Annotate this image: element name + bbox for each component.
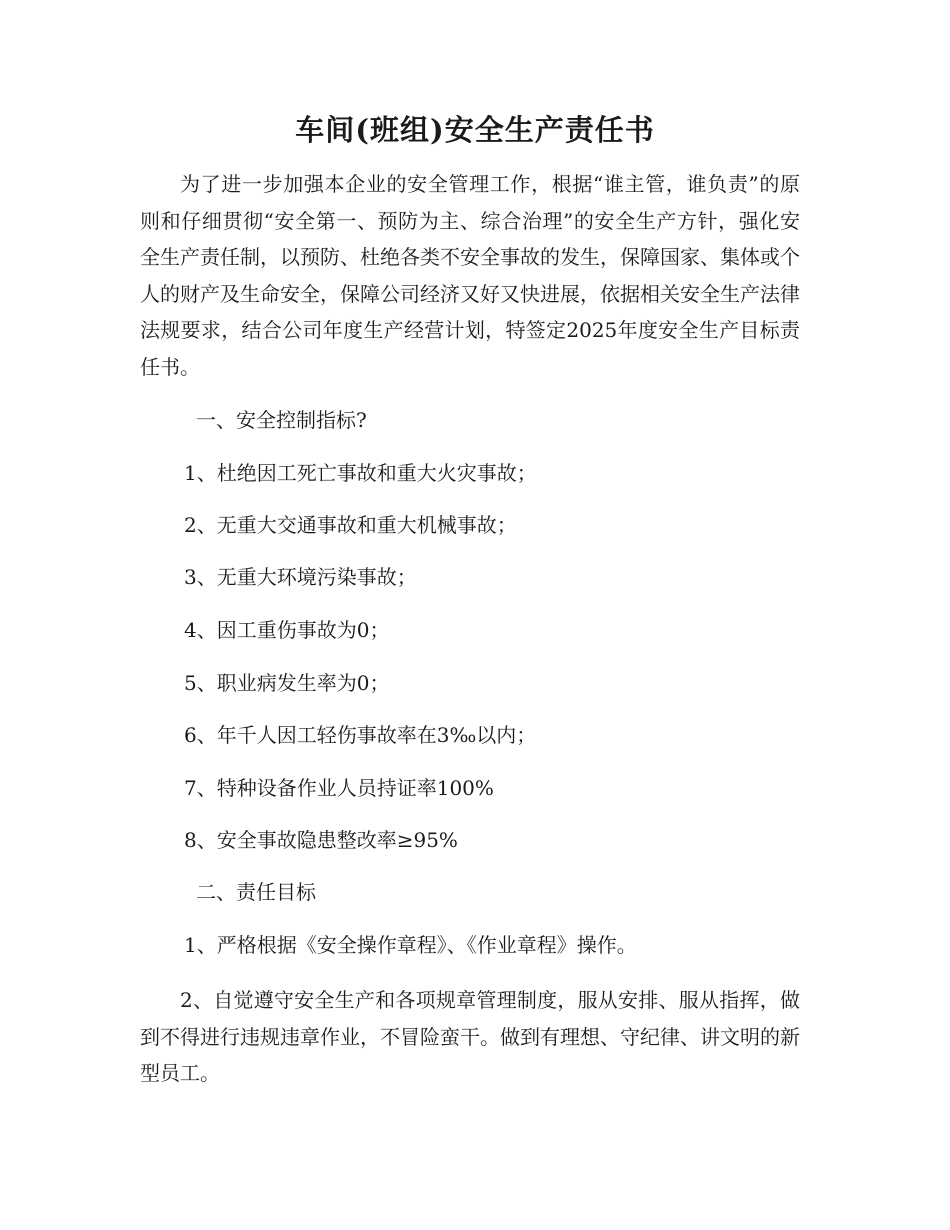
section1-item-2: 2、无重大交通事故和重大机械事故； bbox=[184, 513, 517, 537]
section1-item-6: 6、年千人因工轻伤事故率在3‰以内； bbox=[184, 723, 537, 747]
section1-item-7: 7、特种设备作业人员持证率100% bbox=[184, 776, 494, 800]
intro-paragraph: 为了进一步加强本企业的安全管理工作，根据“谁主管，谁负责”的原则和仔细贯彻“安全第一、预防为主、综合治理”的安全生产方针，强化安全生产责任制，以预防、杜绝各类不安全事故的发生，保障国家、集体或个人的财产及生命安全，保障公司经济又好又快进展，依据相关安全生产法律法规要求，结合公司年度生产经营计划，特签定2025年度安全生产目标责任书。 bbox=[140, 172, 800, 379]
section2-item-2: 2、自觉遵守安全生产和各项规章管理制度，服从安排、服从指挥，做到不得进行违规违章作业，不冒险蛮干。做到有理想、守纪律、讲文明的新型员工。 bbox=[140, 988, 800, 1085]
section1-heading: 一、安全控制指标? bbox=[196, 408, 367, 432]
section1-item-5: 5、职业病发生率为0； bbox=[184, 671, 390, 695]
section2-item-1: 1、严格根据《安全操作章程》、《作业章程》操作。 bbox=[184, 933, 637, 957]
section1-item-1: 1、杜绝因工死亡事故和重大火灾事故； bbox=[184, 461, 537, 485]
section1-item-4: 4、因工重伤事故为0； bbox=[184, 618, 390, 642]
section1-item-8: 8、安全事故隐患整改率≥95% bbox=[184, 828, 458, 852]
document-title: 车间(班组)安全生产责任书 bbox=[295, 113, 655, 147]
section2-heading: 二、责任目标 bbox=[196, 880, 316, 904]
section1-item-3: 3、无重大环境污染事故； bbox=[184, 565, 417, 589]
